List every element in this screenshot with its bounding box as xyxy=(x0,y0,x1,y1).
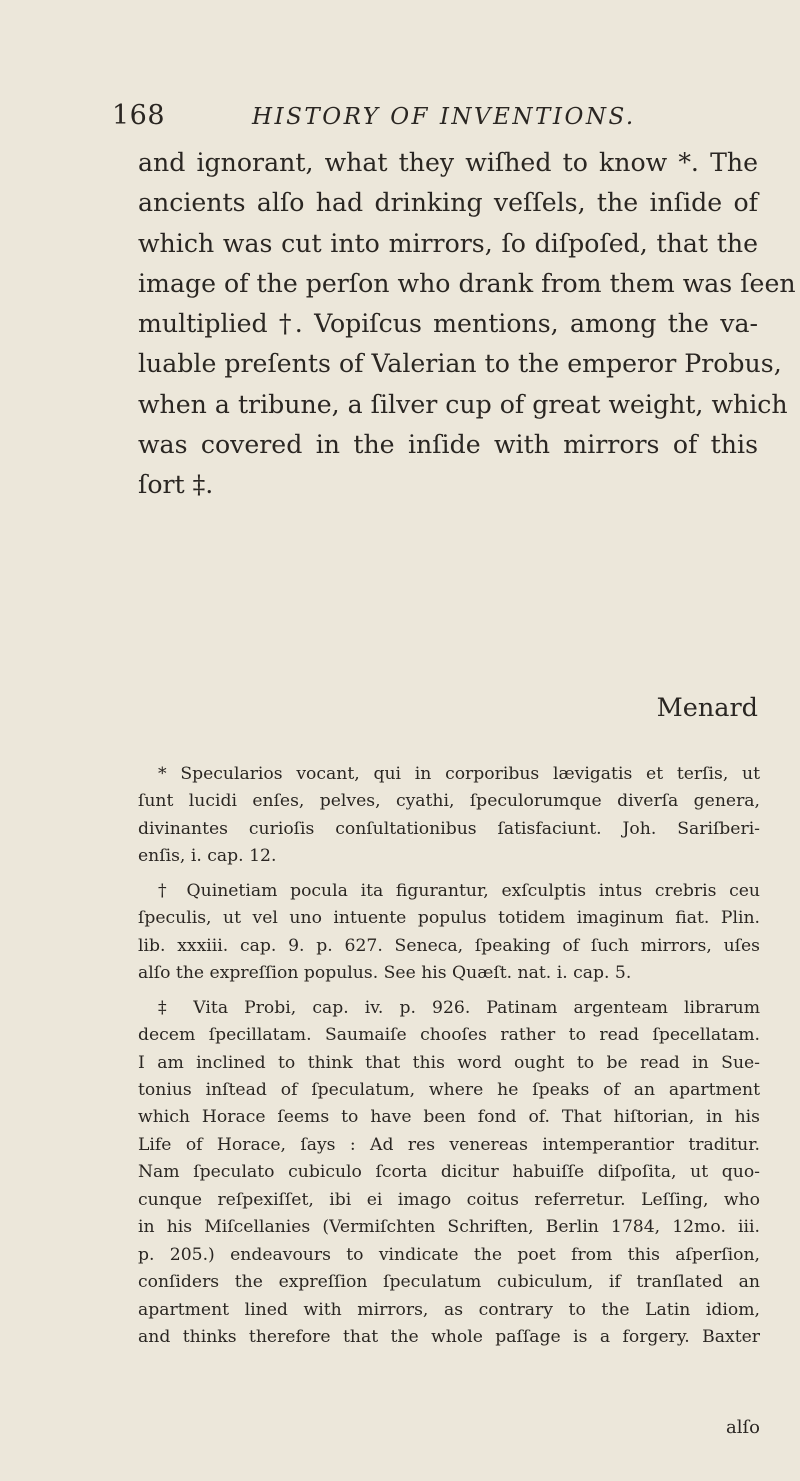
body-line: when a tribune, a ſilver cup of great weight, which xyxy=(138,389,788,419)
footnote-line: tonius inſtead of ſpeculatum, where he ſpeaks of an apartment xyxy=(138,1079,760,1100)
footnote-line: decem ſpecillatam. Saumaiſe chooſes rather to read ſpecellatam. xyxy=(138,1025,760,1046)
footnote-line: enſis, i. cap. 12. xyxy=(138,846,277,867)
footnote-dagger xyxy=(138,878,760,988)
body-line: image of the perſon who drank from them was ſeen xyxy=(138,268,796,298)
body-line: ancients alſo had drinking veſſels, the inſide of xyxy=(138,188,758,218)
footnote-gap xyxy=(138,871,760,878)
footnote-line: Nam ſpeculato cubiculo ſcorta dicitur habuiſſe diſpoſita, ut quo- xyxy=(138,1162,760,1183)
footnote-line: conſiders the expreſſion ſpeculatum cubiculum, if tranſlated an xyxy=(138,1272,760,1293)
body-line: ſort ‡. xyxy=(138,470,214,500)
footnotes xyxy=(138,761,760,1352)
page-header xyxy=(112,100,712,134)
footnote-line: * Specularios vocant, qui in corporibus lævigatis et terſis, ut xyxy=(158,764,760,784)
footnote-line: alſo the expreſſion populus. See his Quæſt. nat. i. cap. 5. xyxy=(138,963,632,984)
footnote-line: cunque reſpexiſſet, ibi ei imago coitus referretur. Leſſing, who xyxy=(138,1189,760,1210)
footnote-gap xyxy=(138,988,760,995)
body-line: multiplied †. Vopiſcus mentions, among the va- xyxy=(138,309,758,339)
footnote-line: I am inclined to think that this word ought to be read in Sue- xyxy=(138,1052,760,1073)
body-line: which was cut into mirrors, ſo diſpoſed, that the xyxy=(138,228,758,258)
footnote-line: ‡ Vita Probi, cap. iv. p. 926. Patinam argenteam librarum xyxy=(158,997,760,1018)
footnote-line: ſpeculis, ut vel uno intuente populus totidem imaginum fiat. Plin. xyxy=(138,908,760,929)
footnote-catchword: alſo xyxy=(726,1417,760,1438)
footnote-line: † Quinetiam pocula ita figurantur, exſculptis intus crebris ceu xyxy=(158,880,760,901)
body-line: was covered in the inſide with mirrors of this xyxy=(138,430,758,460)
footnote-asterisk xyxy=(138,761,760,871)
body-line: and ignorant, what they wiſhed to know *. The xyxy=(138,148,758,177)
footnote-line: and thinks therefore that the whole paſſage is a forgery. Baxter xyxy=(138,1327,760,1348)
body-line: luable preſents of Valerian to the emperor Probus, xyxy=(138,349,782,379)
footnote-line: Life of Horace, ſays : Ad res venereas intemperantior traditur. xyxy=(138,1134,760,1155)
running-head: HISTORY OF INVENTIONS. xyxy=(252,104,636,130)
footnote-line: ſunt lucidi enſes, pelves, cyathi, ſpeculorumque diverſa genera, xyxy=(138,791,760,812)
footnote-double-dagger xyxy=(138,995,760,1352)
page-number: 168 xyxy=(112,100,166,131)
body-catchword: Menard xyxy=(656,693,758,723)
footnote-line: divinantes curioſis conſultationibus ſatisfaciunt. Joh. Sariſberi- xyxy=(138,818,760,839)
footnote-line: which Horace ſeems to have been fond of. That hiſtorian, in his xyxy=(138,1107,760,1128)
footnote-line: p. 205.) endeavours to vindicate the poet from this aſperſion, xyxy=(138,1244,760,1265)
footnote-line: in his Miſcellanies (Vermiſchten Schriften, Berlin 1784, 12mo. iii. xyxy=(138,1217,760,1238)
footnote-line: apartment lined with mirrors, as contrary to the Latin idiom, xyxy=(138,1299,760,1320)
main-paragraph xyxy=(138,143,796,506)
footnote-line: lib. xxxiii. cap. 9. p. 627. Seneca, ſpeaking of ſuch mirrors, uſes xyxy=(138,935,760,956)
